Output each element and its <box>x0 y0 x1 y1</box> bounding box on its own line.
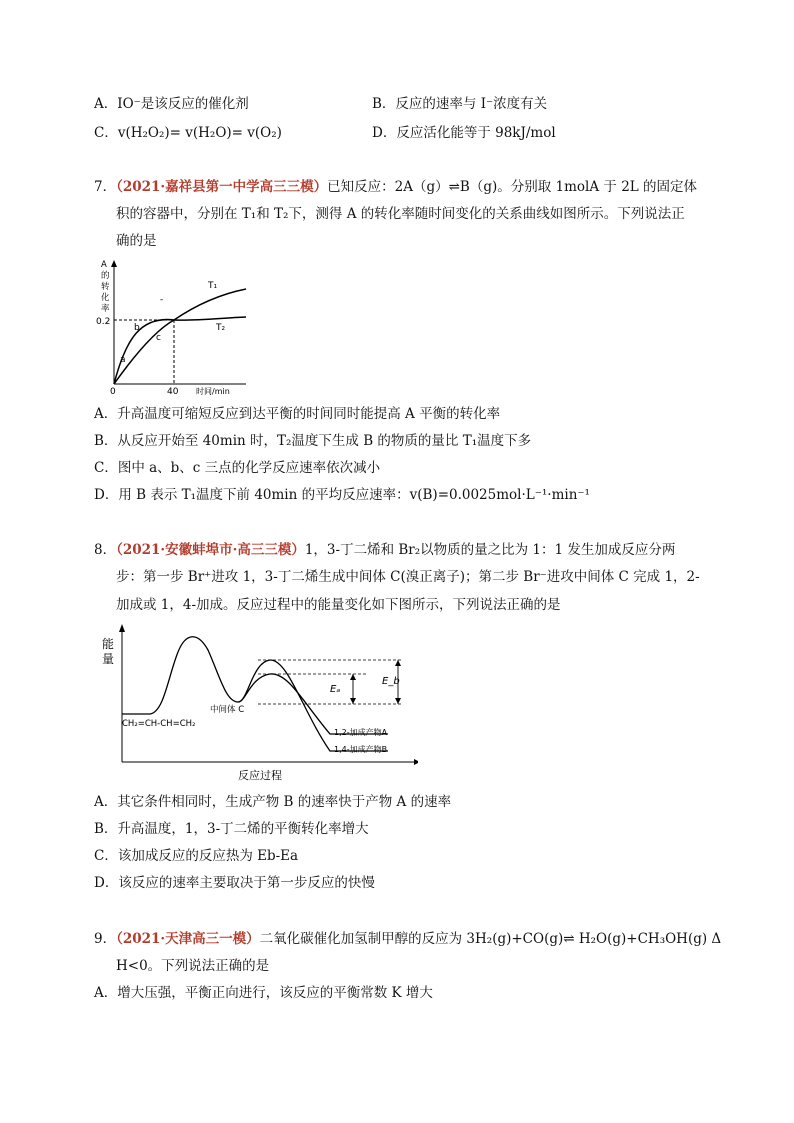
q8-ylabel-1: 能 <box>102 637 115 651</box>
q6-option-d: D．反应活化能等于 98kJ/mol <box>372 125 556 141</box>
q7-stem-line2: 积的容器中，分别在 T₁和 T₂下，测得 A 的转化率随时间变化的关系曲线如图所示。下列说法正 <box>116 206 685 222</box>
q9-stem-text: 二氧化碳催化加氢制甲醇的反应为 3H₂(g)+CO(g)⇌ H₂O(g)+CH₃OH(g) Δ <box>259 931 722 947</box>
q6-option-b: B．反应的速率与 I⁻浓度有关 <box>372 96 548 112</box>
q7-ylabel-3: 转 <box>101 282 110 292</box>
q8-option-d: D．该反应的速率主要取决于第一步反应的快慢 <box>94 875 375 891</box>
q7-y-arrow <box>111 260 117 267</box>
q7-label-t2: T₂ <box>216 323 226 333</box>
q8-ea-arrow-head-top <box>350 674 356 680</box>
q7-xtick-40: 40 <box>167 387 179 397</box>
q7-option-c: C．图中 a、b、c 三点的化学反应速率依次减小 <box>94 460 381 476</box>
q8-stem-line1 <box>94 541 675 559</box>
q8-stem-text: 1，3-丁二烯和 Br₂以物质的量之比为 1：1 发生加成反应分两 <box>304 542 676 558</box>
q8-ea-arrow-head-bottom <box>350 698 356 704</box>
q8-eb-arrow-head-bottom <box>395 698 401 704</box>
q8-stem-line2: 步：第一步 Br⁺进攻 1，3-丁二烯生成中间体 C(溴正离子)；第二步 Br⁻进攻中间体 C 完成 1，2- <box>116 569 700 585</box>
q7-ylabel-5: 率 <box>101 304 110 314</box>
q8-label-reactant: CH₂=CH-CH=CH₂ <box>122 719 196 729</box>
q9-source: （2021·天津高三一模） <box>116 931 260 947</box>
q6-option-c: C．v(H₂O₂)= v(H₂O)= v(O₂) <box>94 125 282 141</box>
q8-y-arrow <box>119 624 125 632</box>
q7-stem-line1 <box>94 178 697 196</box>
q7-number: 7． <box>94 179 117 195</box>
q8-eb-arrow-head-top <box>395 660 401 666</box>
q8-energy-diagram <box>98 622 418 784</box>
q8-label-intermediate: 中间体 C <box>210 705 245 715</box>
q8-xlabel: 反应过程 <box>238 769 282 782</box>
q9-stem-line2: H<0。下列说法正确的是 <box>116 958 270 974</box>
q9-number: 9． <box>94 931 117 947</box>
q8-x-arrow <box>414 759 418 765</box>
q8-label-product-a: 1,2-加成产物A <box>334 728 388 737</box>
q7-origin: 0 <box>110 387 116 397</box>
q8-number: 8． <box>94 542 117 558</box>
q7-source: （2021·嘉祥县第一中学高三三模） <box>116 179 328 195</box>
q7-ylabel-2: 的 <box>101 271 110 281</box>
q8-source: （2021·安徽蚌埠市·高三三模） <box>116 542 305 558</box>
q7-point-c: c <box>156 333 161 343</box>
q6-option-a: A．IO⁻是该反应的催化剂 <box>94 96 249 112</box>
q8-label-product-b: 1,4-加成产物B <box>334 745 388 754</box>
q8-option-b: B．升高温度，1，3-丁二烯的平衡转化率增大 <box>94 821 369 837</box>
q7-ytick-0.2: 0.2 <box>96 317 111 327</box>
q9-stem-line1 <box>94 930 721 948</box>
q8-label-ea: Eₐ <box>330 684 341 695</box>
q7-ylabel-4: 化 <box>101 293 110 303</box>
q9-option-a: A．增大压强，平衡正向进行，该反应的平衡常数 K 增大 <box>94 985 433 1001</box>
q7-option-d: D．用 B 表示 T₁温度下前 40min 的平均反应速率：v(B)=0.0025mol·L⁻¹·min⁻¹ <box>94 487 590 503</box>
q7-stem-line3: 确的是 <box>116 233 157 249</box>
q8-ylabel-2: 量 <box>102 652 115 666</box>
q8-option-c: C．该加成反应的反应热为 Eb-Ea <box>94 848 299 864</box>
q7-point-a: a <box>120 355 126 365</box>
q8-stem-line3: 加成或 1，4-加成。反应过程中的能量变化如下图所示，下列说法正确的是 <box>116 597 561 613</box>
q7-label-t1: T₁ <box>208 281 218 291</box>
q7-stem-text: 已知反应：2A（g）⇌B（g)。分别取 1molA 于 2L 的固定体 <box>327 179 698 195</box>
q8-option-a: A．其它条件相同时，生成产物 B 的速率快于产物 A 的速率 <box>94 794 452 810</box>
q7-conversion-graph <box>96 258 256 398</box>
q7-stray-mark: - <box>160 295 164 305</box>
q7-xlabel: 时间/min <box>196 387 230 396</box>
q7-point-b: b <box>134 323 140 333</box>
q7-option-b: B．从反应开始至 40min 时，T₂温度下生成 B 的物质的量比 T₁温度下多 <box>94 433 532 449</box>
q7-ylabel-1: A <box>101 260 107 270</box>
q7-option-a: A．升高温度可缩短反应到达平衡的时间同时能提高 A 平衡的转化率 <box>94 406 501 422</box>
q8-label-eb: E_b <box>382 676 400 687</box>
